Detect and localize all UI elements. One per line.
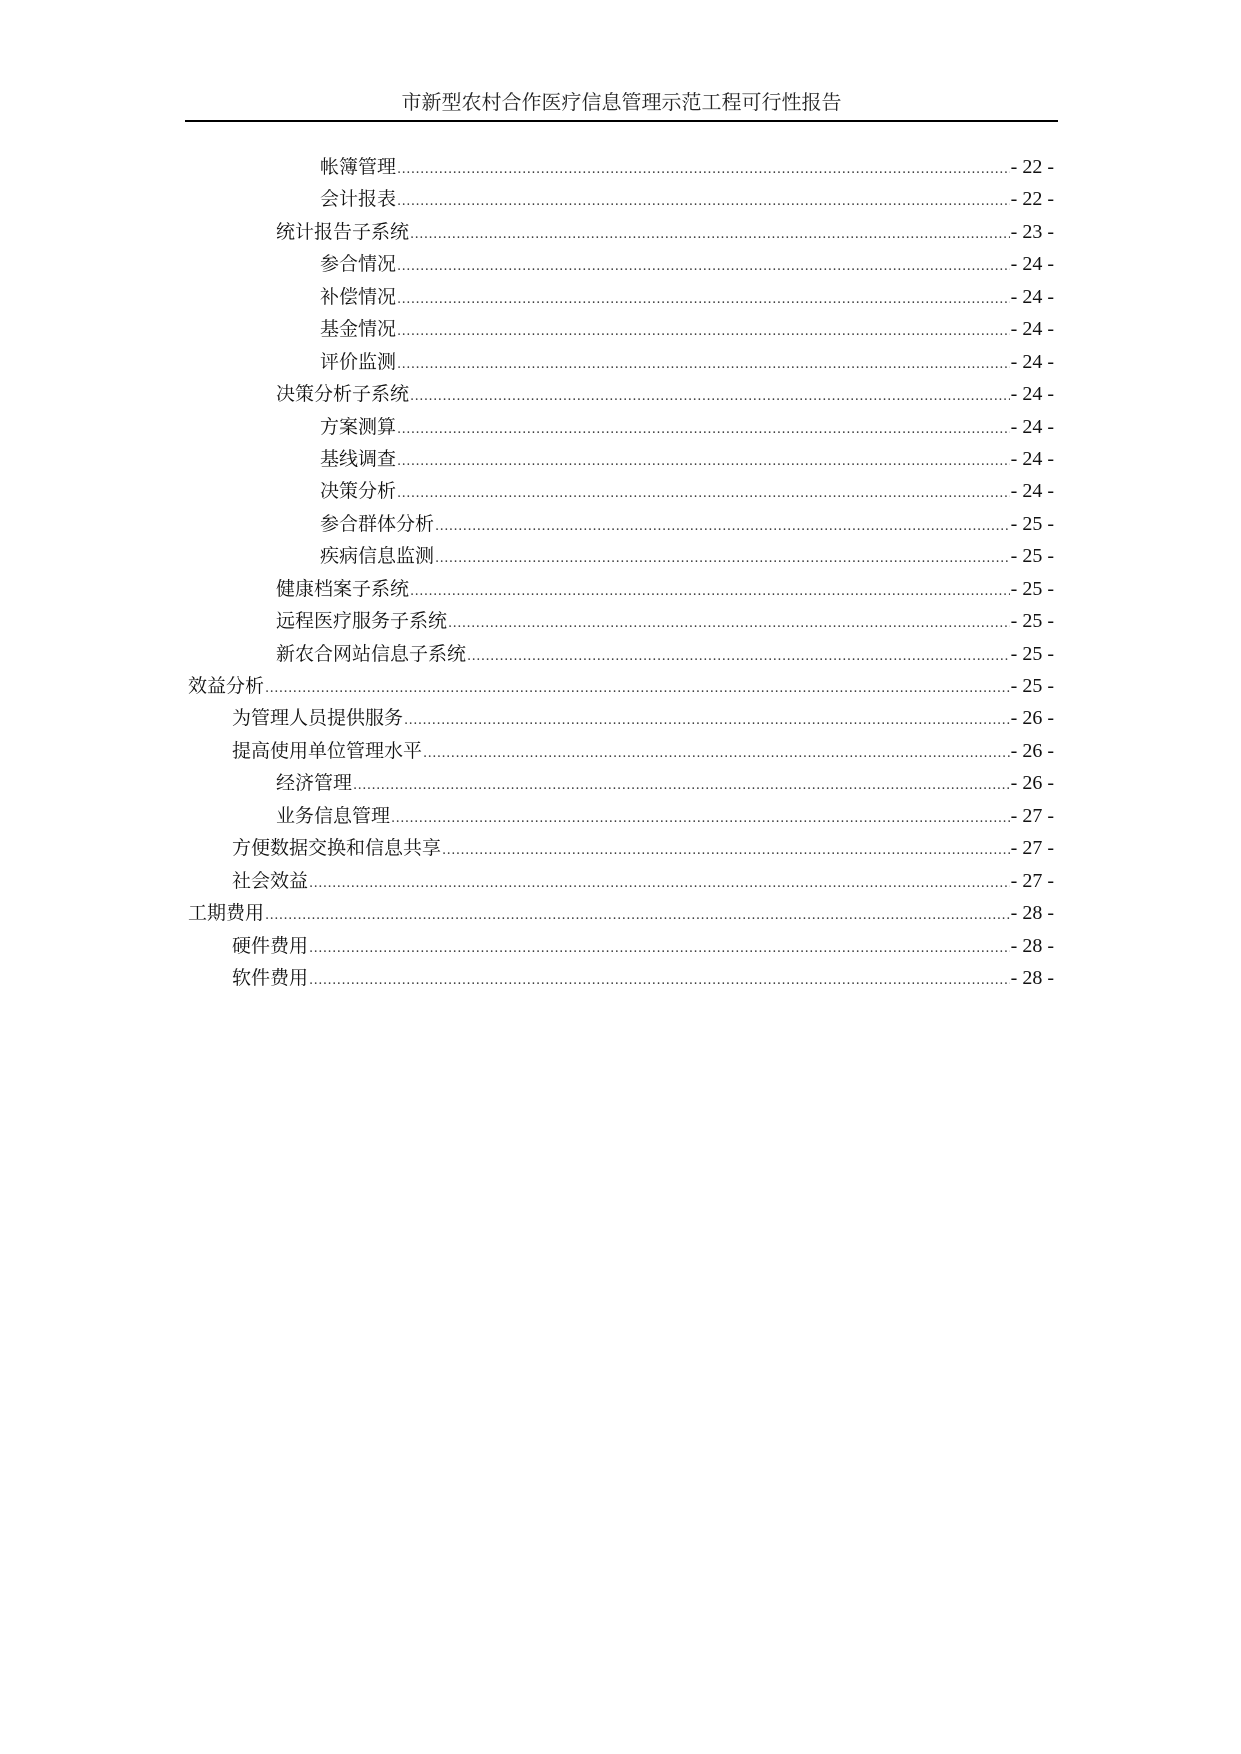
- toc-entry-page-number: - 24 -: [1010, 285, 1054, 308]
- toc-dot-leader: [265, 673, 1010, 705]
- toc-dot-leader: [353, 770, 1010, 802]
- toc-entry[interactable]: [188, 443, 1054, 475]
- toc-entry[interactable]: [188, 962, 1054, 994]
- toc-entry-title: 疾病信息监测: [320, 545, 435, 568]
- toc-entry-title: 为管理人员提供服务: [232, 707, 404, 730]
- toc-entry[interactable]: [188, 865, 1054, 897]
- toc-dot-leader: [397, 316, 1010, 348]
- toc-dot-leader: [309, 933, 1010, 965]
- toc-entry-page-number: - 28 -: [1010, 966, 1054, 989]
- toc-entry[interactable]: [188, 313, 1054, 345]
- toc-entry[interactable]: [188, 151, 1054, 183]
- toc-entry-title: 参合群体分析: [320, 512, 435, 535]
- toc-dot-leader: [467, 641, 1010, 673]
- toc-entry-page-number: - 24 -: [1010, 415, 1054, 438]
- toc-entry[interactable]: [188, 573, 1054, 605]
- toc-dot-leader: [397, 186, 1010, 218]
- toc-entry[interactable]: [188, 638, 1054, 670]
- toc-entry-title: 健康档案子系统: [276, 577, 410, 600]
- toc-entry[interactable]: [188, 605, 1054, 637]
- toc-entry-title: 效益分析: [188, 675, 265, 697]
- toc-dot-leader: [391, 803, 1010, 835]
- toc-dot-leader: [435, 543, 1010, 575]
- toc-entry-page-number: - 28 -: [1010, 934, 1054, 957]
- toc-dot-leader: [397, 446, 1010, 478]
- toc-dot-leader: [442, 835, 1010, 867]
- toc-entry-title: 提高使用单位管理水平: [232, 739, 423, 762]
- toc-entry-title: 硬件费用: [232, 934, 309, 957]
- toc-entry-title: 会计报表: [320, 188, 397, 211]
- toc-entry-page-number: - 25 -: [1010, 642, 1054, 665]
- toc-dot-leader: [265, 900, 1010, 932]
- toc-entry[interactable]: [188, 411, 1054, 443]
- toc-dot-leader: [410, 576, 1010, 608]
- toc-entry-title: 帐簿管理: [320, 156, 397, 178]
- toc-entry-title: 统计报告子系统: [276, 220, 410, 243]
- toc-entry-page-number: - 25 -: [1010, 577, 1054, 600]
- toc-entry-page-number: - 22 -: [1010, 188, 1054, 211]
- toc-entry[interactable]: [188, 832, 1054, 864]
- toc-entry[interactable]: [188, 930, 1054, 962]
- toc-entry-page-number: - 27 -: [1010, 837, 1054, 860]
- toc-entry[interactable]: [188, 378, 1054, 410]
- toc-entry-page-number: - 27 -: [1010, 804, 1054, 827]
- toc-entry-title: 方便数据交换和信息共享: [232, 837, 442, 860]
- toc-entry-title: 参合情况: [320, 253, 397, 276]
- toc-entry[interactable]: [188, 702, 1054, 734]
- toc-entry-title: 决策分析子系统: [276, 383, 410, 406]
- toc-entry-page-number: - 26 -: [1010, 707, 1054, 730]
- toc-entry-page-number: - 24 -: [1010, 447, 1054, 470]
- toc-entry-page-number: - 27 -: [1010, 869, 1054, 892]
- toc-dot-leader: [309, 868, 1010, 900]
- toc-entry-title: 软件费用: [232, 966, 309, 989]
- toc-entry-title: 业务信息管理: [276, 804, 391, 827]
- toc-entry-title: 社会效益: [232, 869, 309, 892]
- toc-dot-leader: [309, 965, 1010, 997]
- toc-entry[interactable]: [188, 670, 1054, 702]
- toc-entry-title: 基线调查: [320, 447, 397, 470]
- toc-entry-page-number: - 23 -: [1010, 220, 1054, 243]
- toc-entry-page-number: - 24 -: [1010, 383, 1054, 406]
- toc-entry-title: 新农合网站信息子系统: [276, 642, 467, 665]
- toc-entry-page-number: - 24 -: [1010, 253, 1054, 276]
- toc-entry[interactable]: [188, 767, 1054, 799]
- toc-entry-title: 工期费用: [188, 902, 265, 925]
- toc-entry-page-number: - 26 -: [1010, 772, 1054, 795]
- document-title: 市新型农村合作医疗信息管理示范工程可行性报告: [401, 90, 842, 114]
- toc-entry[interactable]: [188, 475, 1054, 507]
- toc-entry[interactable]: [188, 508, 1054, 540]
- toc-dot-leader: [397, 154, 1010, 186]
- toc-entry-page-number: - 25 -: [1010, 512, 1054, 535]
- toc-entry-page-number: - 25 -: [1010, 675, 1054, 697]
- page-header: [185, 84, 1058, 122]
- toc-dot-leader: [448, 608, 1010, 640]
- toc-entry-page-number: - 26 -: [1010, 739, 1054, 762]
- toc-entry-title: 方案测算: [320, 415, 397, 438]
- toc-dot-leader: [397, 284, 1010, 316]
- toc-entry[interactable]: [188, 281, 1054, 313]
- toc-entry[interactable]: [188, 897, 1054, 929]
- toc-entry-title: 决策分析: [320, 480, 397, 503]
- toc-entry-title: 基金情况: [320, 318, 397, 341]
- toc-dot-leader: [397, 251, 1010, 283]
- toc-entry[interactable]: [188, 183, 1054, 215]
- toc-entry[interactable]: [188, 216, 1054, 248]
- toc-entry-page-number: - 22 -: [1010, 156, 1054, 178]
- toc-dot-leader: [423, 738, 1010, 770]
- toc-entry-page-number: - 24 -: [1010, 480, 1054, 503]
- toc-entry-page-number: - 24 -: [1010, 318, 1054, 341]
- toc-dot-leader: [410, 381, 1010, 413]
- toc-entry-title: 评价监测: [320, 350, 397, 373]
- toc-dot-leader: [397, 478, 1010, 510]
- toc-entry-title: 补偿情况: [320, 285, 397, 308]
- toc-dot-leader: [410, 219, 1010, 251]
- toc-entry[interactable]: [188, 800, 1054, 832]
- toc-entry[interactable]: [188, 346, 1054, 378]
- toc-entry[interactable]: [188, 248, 1054, 280]
- toc-entry-page-number: - 25 -: [1010, 545, 1054, 568]
- toc-dot-leader: [435, 511, 1010, 543]
- toc-dot-leader: [397, 349, 1010, 381]
- toc-entry[interactable]: [188, 735, 1054, 767]
- table-of-contents: [188, 151, 1054, 994]
- toc-dot-leader: [397, 414, 1010, 446]
- toc-dot-leader: [404, 705, 1010, 737]
- toc-entry-page-number: - 25 -: [1010, 610, 1054, 633]
- toc-entry-title: 远程医疗服务子系统: [276, 610, 448, 633]
- toc-entry-page-number: - 28 -: [1010, 902, 1054, 925]
- toc-entry-title: 经济管理: [276, 772, 353, 795]
- toc-entry[interactable]: [188, 540, 1054, 572]
- toc-entry-page-number: - 24 -: [1010, 350, 1054, 373]
